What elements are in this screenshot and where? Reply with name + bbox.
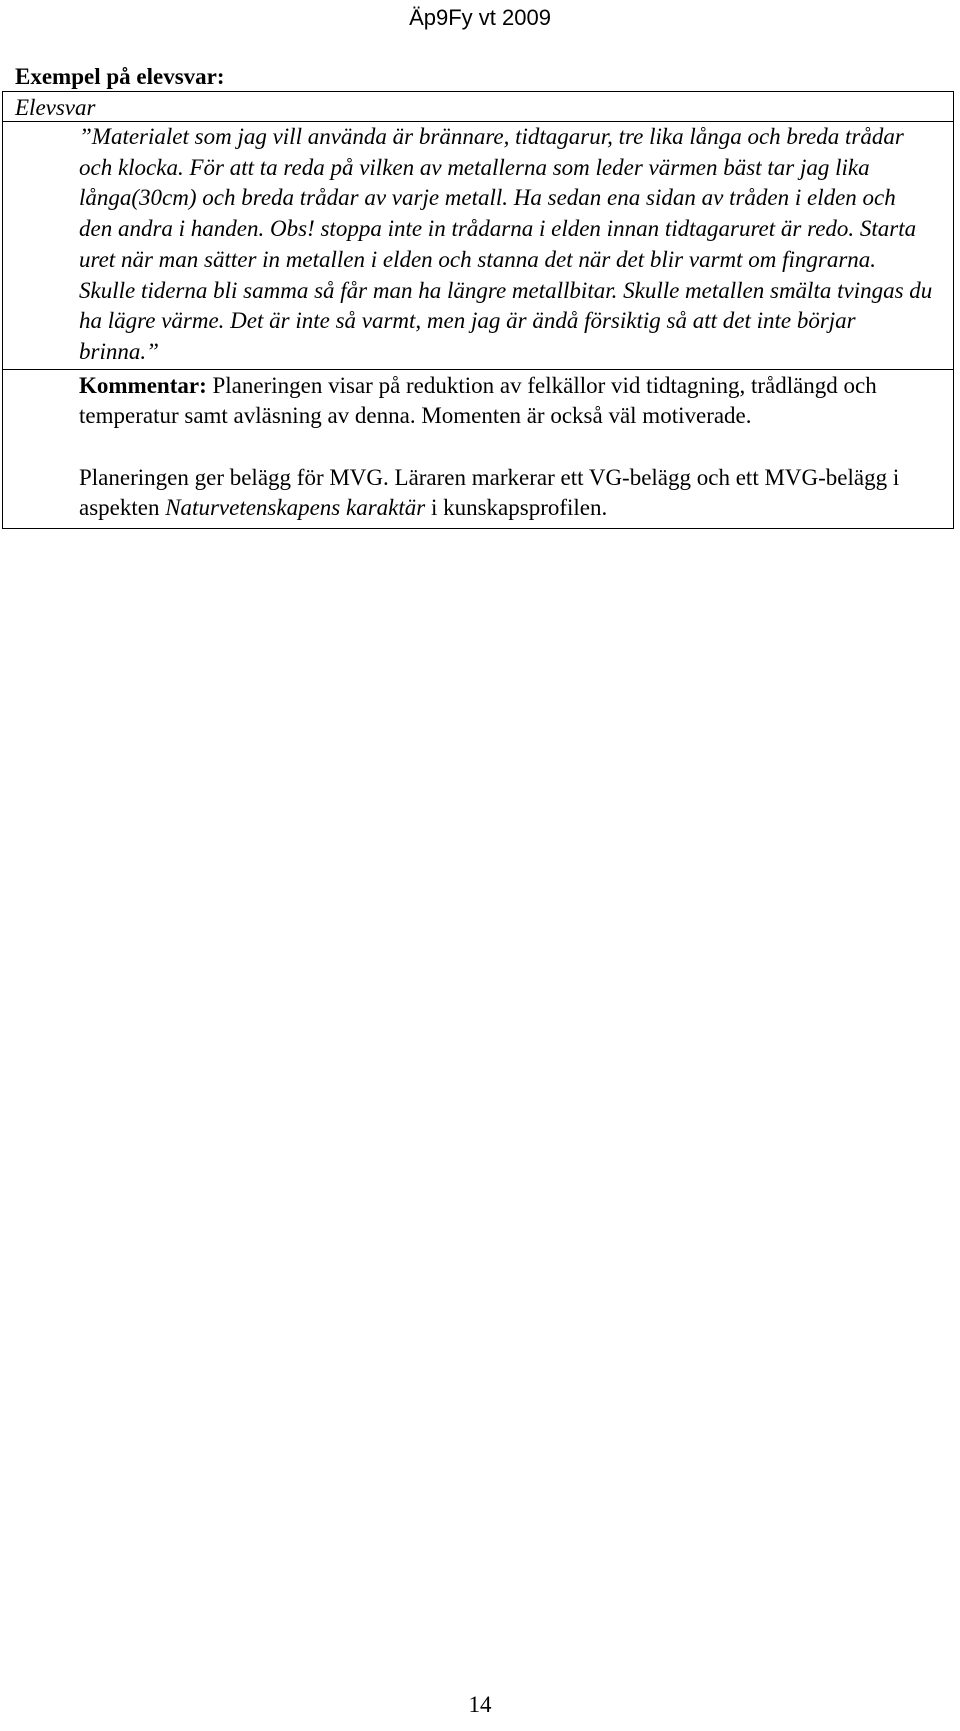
grade-paragraph <box>79 463 933 524</box>
comment-paragraph <box>79 371 933 432</box>
comment-label: Kommentar: <box>79 372 207 398</box>
student-answer-box <box>2 91 954 529</box>
teacher-comment <box>3 370 953 529</box>
grade-text-before: Planeringen ger belägg för MVG. Läraren markerar ett VG-belägg och ett MVG-belägg i aspekten <box>79 464 900 521</box>
grade-aspect: Naturvetenskapens karaktär <box>165 495 426 521</box>
comment-text: Planeringen visar på reduktion av felkällor vid tidtagning, trådlängd och temperatur samt avläsning av denna. Momenten är också väl motiverade. <box>79 372 877 429</box>
page-number: 14 <box>468 1692 492 1717</box>
grade-text-after: i kunskapsprofilen. <box>425 495 608 521</box>
section-heading: Exempel på elevsvar: <box>15 64 225 89</box>
running-header: Äp9Fy vt 2009 <box>409 5 551 30</box>
box-label: Elevsvar <box>3 92 953 122</box>
student-answer-text: ”Materialet som jag vill använda är brännare, tidtagarur, tre lika långa och breda trådar och klocka. För att ta reda på vilken av metallerna som leder värmen bäst tar jag lika långa(30cm) och breda trådar av varje metall. Ha sedan ena sidan av tråden i elden och den andra i handen. Obs! stoppa inte in trådarna i elden innan tidtagaruret är redo. Starta uret när man sätter in metallen i elden och stanna det när det blir varmt om fingrarna. Skulle tiderna bli samma så får man ha längre metallbitar. Skulle metallen smälta tvingas du ha lägre värme. Det är inte så varmt, men jag är ändå försiktig så att det inte börjar brinna.” <box>3 122 953 370</box>
